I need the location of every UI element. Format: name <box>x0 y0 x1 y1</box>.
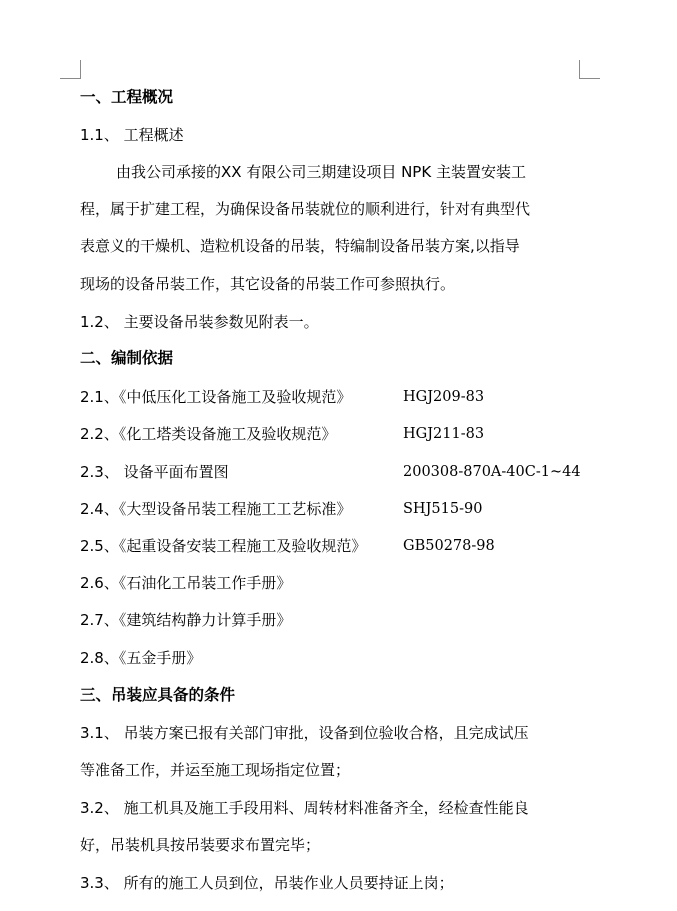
reference-item <box>80 536 600 556</box>
reference-item <box>80 424 600 444</box>
reference-item <box>80 387 600 407</box>
section-heading-3: 三、吊装应具备的条件 <box>80 686 236 704</box>
subsection-1-1: 1.1、 工程概述 <box>80 126 184 144</box>
reference-item <box>80 573 291 593</box>
reference-label: 2.4、《大型设备吊装工程施工工艺标准》 <box>80 500 352 518</box>
paragraph-line-4: 现场的设备吊装工作，其它设备的吊装工作可参照执行。 <box>80 275 456 293</box>
paragraph-line-1: 由我公司承接的XX 有限公司三期建设项目 NPK 主装置安装工 <box>116 163 526 181</box>
reference-code: HGJ209-83 <box>403 389 485 405</box>
reference-label: 2.6、《石油化工吊装工作手册》 <box>80 574 292 592</box>
margin-corner-mark-right <box>579 60 600 79</box>
condition-line-3: 3.2、 施工机具及施工手段用料、周转材料准备齐全，经检查性能良 <box>80 799 529 817</box>
reference-code: GB50278-98 <box>403 538 495 554</box>
margin-corner-mark-left <box>60 60 81 79</box>
condition-line-5: 3.3、 所有的施工人员到位，吊装作业人员要持证上岗； <box>80 874 454 892</box>
reference-label: 2.2、《化工塔类设备施工及验收规范》 <box>80 425 337 443</box>
condition-line-2: 等准备工作，并运至施工现场指定位置； <box>80 761 351 779</box>
condition-line-4: 好，吊装机具按吊装要求布置完毕； <box>80 836 321 854</box>
reference-item <box>80 462 600 482</box>
reference-code: 200308-870A-40C-1~44 <box>403 464 581 480</box>
reference-code: SHJ515-90 <box>403 501 483 517</box>
paragraph-line-3: 表意义的干燥机、造粒机设备的吊装，特编制设备吊装方案,以指导 <box>80 237 520 255</box>
condition-line-1: 3.1、 吊装方案已报有关部门审批，设备到位验收合格，且完成试压 <box>80 724 529 742</box>
reference-item <box>80 648 201 668</box>
section-heading-2: 二、编制依据 <box>80 349 174 367</box>
reference-label: 2.7、《建筑结构静力计算手册》 <box>80 611 292 629</box>
subsection-1-2: 1.2、 主要设备吊装参数见附表一。 <box>80 313 319 331</box>
reference-label: 2.3、 设备平面布置图 <box>80 463 229 481</box>
reference-item <box>80 499 600 519</box>
reference-item <box>80 610 291 630</box>
reference-label: 2.8、《五金手册》 <box>80 649 202 667</box>
reference-label: 2.5、《起重设备安装工程施工及验收规范》 <box>80 537 367 555</box>
reference-label: 2.1、《中低压化工设备施工及验收规范》 <box>80 388 352 406</box>
reference-code: HGJ211-83 <box>403 426 485 442</box>
paragraph-line-2: 程，属于扩建工程，为确保设备吊装就位的顺利进行，针对有典型代 <box>80 200 531 218</box>
section-heading-1: 一、工程概况 <box>80 88 174 106</box>
